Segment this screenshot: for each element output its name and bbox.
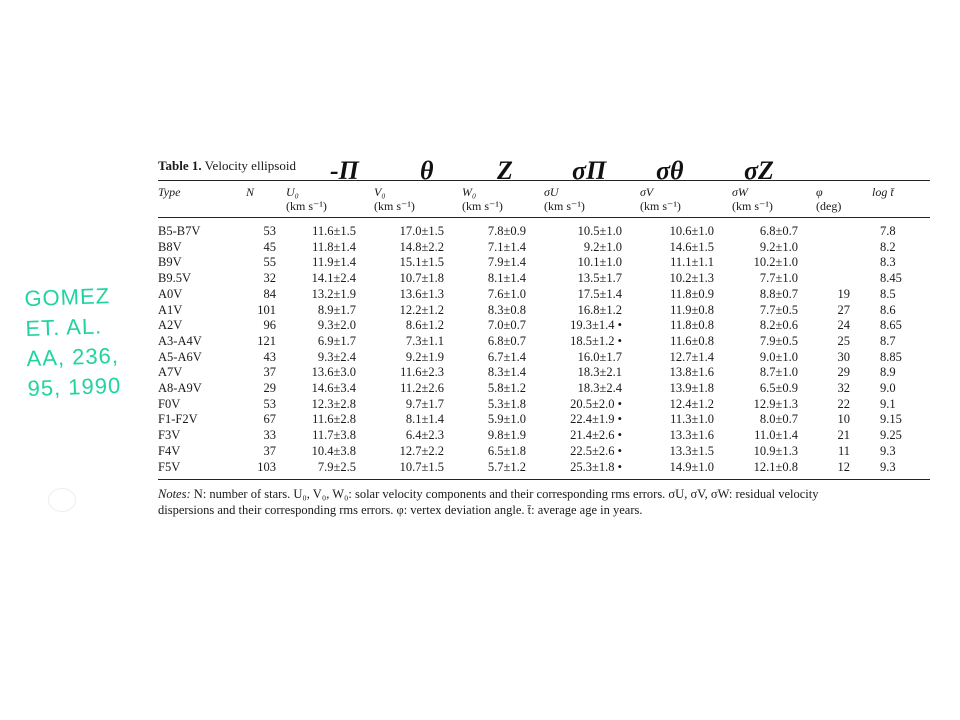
table-cell: 67 (263, 412, 276, 427)
table-cell: 9.0±1.0 (759, 349, 798, 364)
table-cell: 13.2±1.9 (311, 286, 356, 301)
table-cell: 6.5±1.8 (487, 443, 526, 458)
handwritten-citation-note (24, 280, 148, 404)
table-cell: 14.9±1.0 (669, 459, 714, 474)
column-header-label: σU (544, 185, 559, 199)
table-cell: 7.0±0.7 (487, 318, 526, 333)
table-cell: 10.9±1.3 (753, 443, 798, 458)
column-header-label: Type (158, 185, 181, 199)
table-cell: F0V (158, 396, 181, 411)
table-cell: 11.3±1.0 (670, 412, 714, 427)
notes-line-2: dispersions and their corresponding rms errors. φ: vertex deviation angle. t̄: average age in years. (158, 503, 643, 518)
handwritten-symbol: σθ (656, 156, 684, 185)
table-cell: F5V (158, 459, 181, 474)
table-cell: 8.3±1.4 (487, 365, 526, 380)
column-header-unit: (km s⁻¹) (374, 199, 415, 213)
column-header (640, 181, 732, 217)
table-cell: 14.6±1.5 (669, 239, 714, 254)
table-cell: B9V (158, 255, 182, 270)
velocity-ellipsoid-table-block (158, 158, 930, 518)
caption-text: Velocity ellipsoid (204, 158, 296, 173)
table-cell (816, 218, 872, 240)
column-header (286, 181, 374, 217)
table-row (158, 397, 930, 413)
table-cell: 9.3 (880, 459, 896, 474)
table-cell: 14.6±3.4 (311, 381, 356, 396)
table-cell: 16.0±1.7 (577, 349, 622, 364)
table-cell: 24 (837, 318, 850, 333)
table-cell: 37 (263, 365, 276, 380)
table-row (158, 444, 930, 460)
table-cell: 9.25 (880, 428, 902, 443)
table-cell: A7V (158, 365, 183, 380)
table-cell: 10.7±1.5 (399, 459, 444, 474)
table-cell: 101 (257, 302, 276, 317)
note-line: ET. AL. (25, 313, 103, 342)
table-cell: 6.9±1.7 (317, 333, 356, 348)
table-cell: 21 (837, 428, 850, 443)
data-table (158, 181, 930, 217)
column-header-label: W₀ (462, 185, 477, 199)
table-cell: 11.9±0.8 (670, 302, 714, 317)
column-header-label: σW (732, 185, 748, 199)
column-header (374, 181, 462, 217)
table-cell: 6.5±0.9 (759, 381, 798, 396)
table-row (158, 428, 930, 444)
data-table-body (158, 218, 930, 475)
table-cell: 8.2 (880, 239, 896, 254)
table-cell: 8.0±0.7 (759, 412, 798, 427)
table-cell: 11.2±2.6 (400, 381, 444, 396)
table-cell: 9.2±1.9 (405, 349, 444, 364)
table-cell: 11.6±0.8 (670, 333, 714, 348)
table-cell: 5.7±1.2 (487, 459, 526, 474)
table-cell: 21.4±2.6 • (570, 428, 622, 443)
table-cell: 10.7±1.8 (399, 271, 444, 286)
table-cell: 17.5±1.4 (577, 286, 622, 301)
column-header (246, 181, 286, 217)
table-cell: F3V (158, 428, 181, 443)
table-cell: 6.4±2.3 (405, 428, 444, 443)
table-cell: 16.8±1.2 (577, 302, 622, 317)
table-cell: 7.3±1.1 (405, 333, 444, 348)
table-cell: 7.9±0.5 (759, 333, 798, 348)
table-cell: 32 (263, 271, 276, 286)
table-row (158, 318, 930, 334)
table-cell: 9.1 (880, 396, 896, 411)
table-cell (816, 240, 872, 256)
table-cell: 12.9±1.3 (753, 396, 798, 411)
table-cell: 8.9 (880, 365, 896, 380)
table-cell: 5.9±1.0 (487, 412, 526, 427)
table-cell: 30 (837, 349, 850, 364)
column-header (158, 181, 246, 217)
table-cell: 10 (837, 412, 850, 427)
header-row (158, 181, 930, 217)
column-header-unit: (km s⁻¹) (732, 199, 773, 213)
handwritten-symbol: θ (420, 156, 434, 185)
table-cell: 53 (263, 396, 276, 411)
table-cell: A5-A6V (158, 349, 202, 364)
table-row (158, 240, 930, 256)
table-row (158, 334, 930, 350)
table-cell: 6.8±0.7 (759, 224, 798, 238)
table-cell (816, 255, 872, 271)
table-cell: 43 (263, 349, 276, 364)
notes-line-1: N: number of stars. U₀, V₀, W₀: solar velocity components and their corresponding rms errors. σU, σV, σW: residual velocity (193, 487, 819, 502)
table-cell: B5-B7V (158, 224, 201, 238)
table-cell: 8.45 (880, 271, 902, 286)
column-header-unit: (km s⁻¹) (640, 199, 681, 213)
table-cell: 103 (257, 459, 276, 474)
table-cell: B9.5V (158, 271, 191, 286)
table-cell: 11.6±2.3 (400, 365, 444, 380)
table-cell: 11.9±1.4 (312, 255, 356, 270)
table-cell: 8.65 (880, 318, 902, 333)
table-cell: 13.3±1.5 (669, 443, 714, 458)
table-cell: 29 (837, 365, 850, 380)
table-cell: F4V (158, 443, 181, 458)
table-cell: 8.85 (880, 349, 902, 364)
table-cell: 7.7±1.0 (759, 271, 798, 286)
caption-label: Table 1. (158, 158, 202, 173)
column-header (462, 181, 544, 217)
column-header (816, 181, 872, 217)
table-cell: 7.9±2.5 (317, 459, 356, 474)
table-cell: 8.7 (880, 333, 896, 348)
table-cell: 11.7±3.8 (312, 428, 356, 443)
table-cell: 9.15 (880, 412, 902, 427)
table-cell: B8V (158, 239, 182, 254)
table-row (158, 287, 930, 303)
table-row (158, 218, 930, 240)
table-cell: 8.6 (880, 302, 896, 317)
table-cell: 19.3±1.4 • (570, 318, 622, 333)
table-cell: A8-A9V (158, 381, 202, 396)
table-cell: 17.0±1.5 (399, 224, 444, 238)
table-row (158, 412, 930, 428)
table-cell: 96 (263, 318, 276, 333)
table-cell: 12.4±1.2 (669, 396, 714, 411)
table-cell: 11.1±1.1 (670, 255, 714, 270)
table-cell: 13.6±3.0 (311, 365, 356, 380)
table-cell: 9.3±2.0 (317, 318, 356, 333)
table-cell: 9.2±1.0 (759, 239, 798, 254)
table-cell: 33 (263, 428, 276, 443)
table-cell: 18.3±2.4 (577, 381, 622, 396)
table-cell: 7.8±0.9 (487, 224, 526, 238)
table-cell: 55 (263, 255, 276, 270)
table-cell: 13.8±1.6 (669, 365, 714, 380)
table-cell: 8.7±1.0 (759, 365, 798, 380)
handwritten-symbol: Z (497, 156, 513, 185)
table-cell: 7.9±1.4 (487, 255, 526, 270)
table-cell: 37 (263, 443, 276, 458)
table-cell: 8.2±0.6 (759, 318, 798, 333)
column-header-unit: (deg) (816, 199, 842, 213)
table-cell: 18.5±1.2 • (570, 333, 622, 348)
table-cell: 12 (837, 459, 850, 474)
table-cell: 8.1±1.4 (487, 271, 526, 286)
table-cell: 8.3±0.8 (487, 302, 526, 317)
table-cell: 7.6±1.0 (487, 286, 526, 301)
table-cell: 12.7±2.2 (399, 443, 444, 458)
table-cell: 10.5±1.0 (577, 224, 622, 238)
table-cell: 7.8 (880, 224, 896, 238)
table-cell: 15.1±1.5 (399, 255, 444, 270)
table-row (158, 460, 930, 476)
table-row (158, 350, 930, 366)
smudge-mark (48, 488, 76, 512)
table-caption (158, 158, 930, 174)
table-cell: 13.3±1.6 (669, 428, 714, 443)
note-line: GOMEZ (24, 283, 111, 312)
table-cell: 13.9±1.8 (669, 381, 714, 396)
column-header-unit: (km s⁻¹) (286, 199, 327, 213)
table-row (158, 303, 930, 319)
table-cell: 53 (263, 224, 276, 238)
table-cell: 84 (263, 286, 276, 301)
table-cell: 13.5±1.7 (577, 271, 622, 286)
column-header-label: σV (640, 185, 654, 199)
table-cell: 18.3±2.1 (577, 365, 622, 380)
table-cell: 14.8±2.2 (399, 239, 444, 254)
table-cell: 22.4±1.9 • (570, 412, 622, 427)
table-row (158, 271, 930, 287)
column-header (732, 181, 816, 217)
table-cell: 9.7±1.7 (405, 396, 444, 411)
table-cell: 10.4±3.8 (311, 443, 356, 458)
column-header (872, 181, 930, 217)
table-header (158, 181, 930, 217)
table-cell: 11.6±1.5 (312, 224, 356, 238)
table-cell: 11.8±0.9 (670, 286, 714, 301)
table-cell: 11.8±1.4 (312, 239, 356, 254)
column-header-label: log t̄ (872, 185, 894, 199)
column-header (544, 181, 640, 217)
table-row (158, 365, 930, 381)
column-header-unit: (km s⁻¹) (462, 199, 503, 213)
table-cell: 11.6±2.8 (312, 412, 356, 427)
table-cell: 8.8±0.7 (759, 286, 798, 301)
table-cell: 6.7±1.4 (487, 349, 526, 364)
note-line: 95, 1990 (27, 372, 122, 402)
table-cell: 7.1±1.4 (487, 239, 526, 254)
table-cell: 13.6±1.3 (399, 286, 444, 301)
table-cell: 8.5 (880, 286, 896, 301)
table-cell: 8.9±1.7 (317, 302, 356, 317)
table-cell: 10.6±1.0 (669, 224, 714, 238)
table-cell: 10.1±1.0 (577, 255, 622, 270)
handwritten-symbol: σΠ (572, 156, 607, 185)
table-cell: 27 (837, 302, 850, 317)
column-header-label: V₀ (374, 185, 386, 199)
table-cell: 8.1±1.4 (405, 412, 444, 427)
table-cell: 45 (263, 239, 276, 254)
table-cell: 22.5±2.6 • (570, 443, 622, 458)
handwritten-symbol: σZ (744, 156, 774, 185)
table-cell: A3-A4V (158, 333, 202, 348)
column-header-unit: (km s⁻¹) (544, 199, 585, 213)
table-cell: 20.5±2.0 • (570, 396, 622, 411)
table-cell: A0V (158, 286, 183, 301)
bottom-rule (158, 479, 930, 480)
table-cell: 5.8±1.2 (487, 381, 526, 396)
table-row (158, 381, 930, 397)
table-cell: 12.7±1.4 (669, 349, 714, 364)
table-cell: 29 (263, 381, 276, 396)
table-cell: 11 (837, 443, 850, 458)
table-cell: 22 (837, 396, 850, 411)
table-cell (816, 271, 872, 287)
table-cell: 25 (837, 333, 850, 348)
table-cell: 12.2±1.2 (399, 302, 444, 317)
table-cell: 9.3 (880, 443, 896, 458)
table-cell: 14.1±2.4 (311, 271, 356, 286)
column-header-label: φ (816, 185, 823, 199)
column-header-label: N (246, 185, 255, 199)
table-body (158, 218, 930, 475)
table-cell: 19 (837, 286, 850, 301)
table-cell: 10.2±1.3 (669, 271, 714, 286)
table-cell: F1-F2V (158, 412, 198, 427)
table-cell: 5.3±1.8 (487, 396, 526, 411)
table-cell: 8.3 (880, 255, 896, 270)
column-header-label: U₀ (286, 185, 299, 199)
table-cell: A1V (158, 302, 183, 317)
notes-label: Notes: (158, 487, 191, 502)
table-cell: A2V (158, 318, 183, 333)
table-cell: 11.0±1.4 (754, 428, 798, 443)
table-cell: 10.2±1.0 (753, 255, 798, 270)
table-cell: 12.3±2.8 (311, 396, 356, 411)
table-cell: 9.0 (880, 381, 896, 396)
table-cell: 9.2±1.0 (583, 239, 622, 254)
table-cell: 9.8±1.9 (487, 428, 526, 443)
handwritten-symbol: -Π (330, 156, 359, 185)
table-cell: 11.8±0.8 (670, 318, 714, 333)
table-row (158, 255, 930, 271)
table-cell: 9.3±2.4 (317, 349, 356, 364)
table-cell: 32 (837, 381, 850, 396)
table-cell: 6.8±0.7 (487, 333, 526, 348)
table-notes (158, 486, 930, 518)
note-line: AA, 236, (26, 342, 120, 372)
table-cell: 25.3±1.8 • (570, 459, 622, 474)
table-cell: 121 (257, 333, 276, 348)
table-cell: 7.7±0.5 (759, 302, 798, 317)
table-cell: 8.6±1.2 (405, 318, 444, 333)
table-cell: 12.1±0.8 (753, 459, 798, 474)
